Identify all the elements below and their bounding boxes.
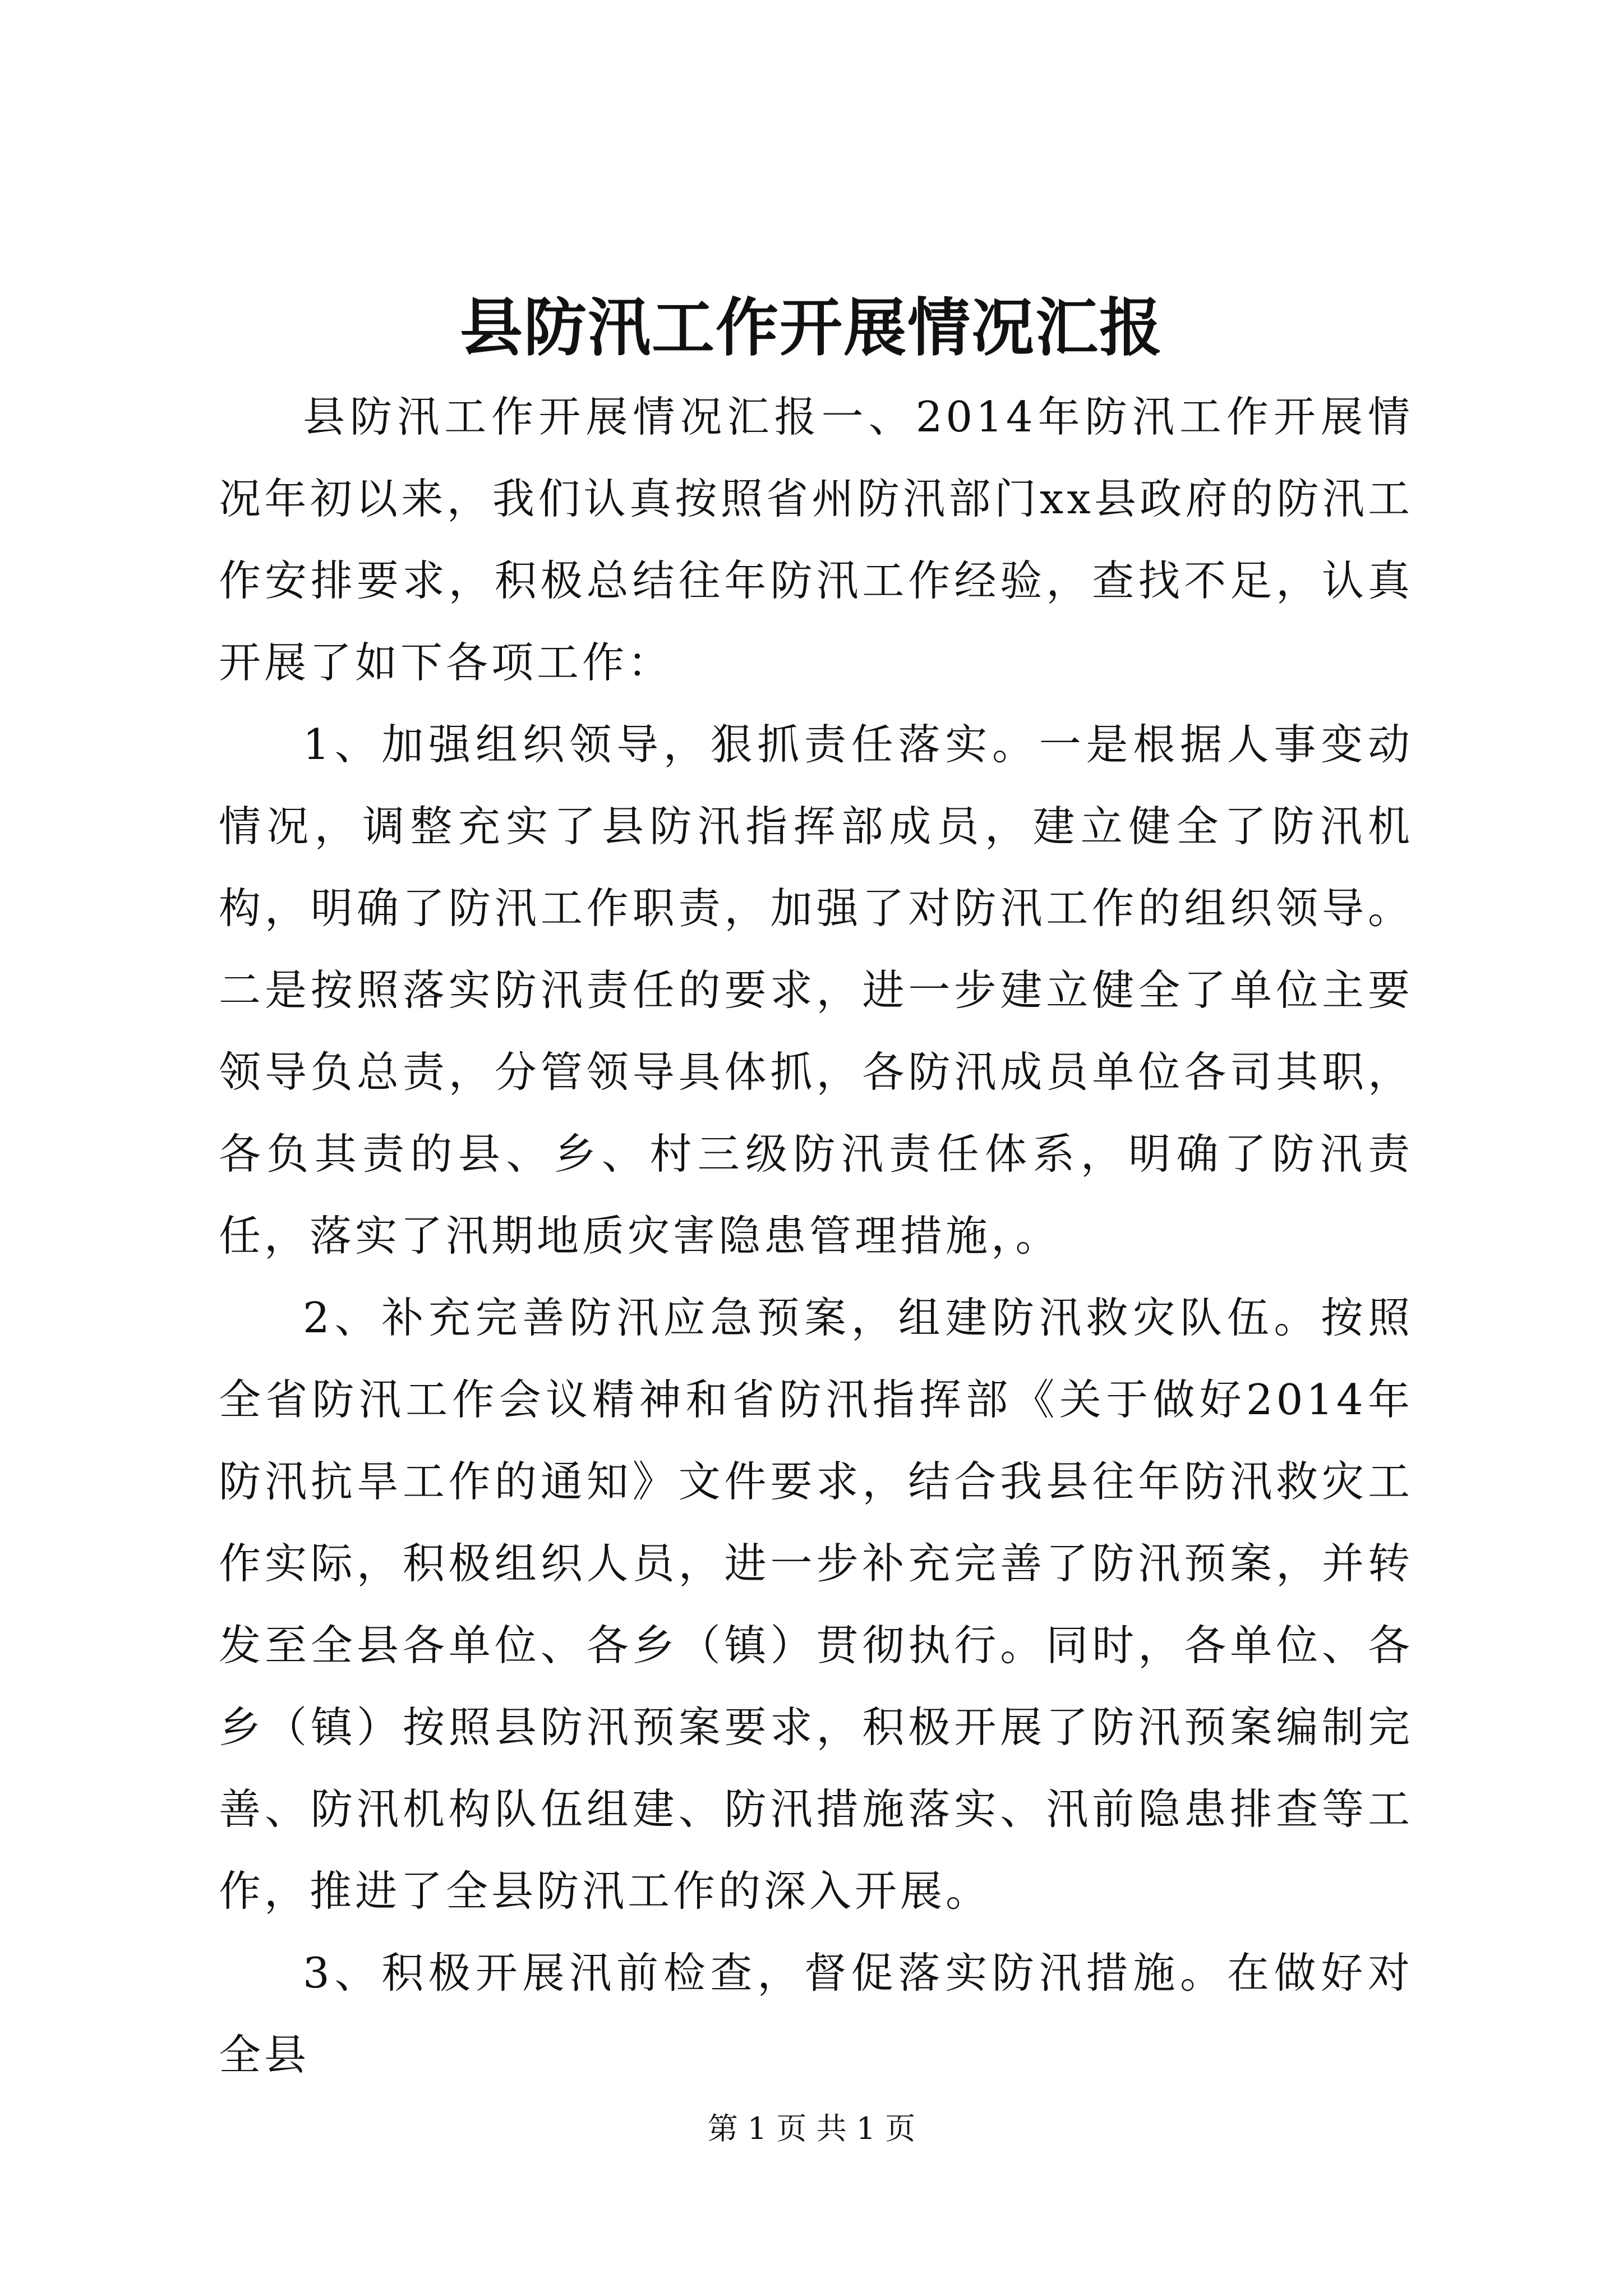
document-title: 县防汛工作开展情况汇报 <box>460 291 1163 365</box>
paragraph-item-2: 2、补充完善防汛应急预案，组建防汛救灾队伍。按照全省防汛工作会议精神和省防汛指挥部《关于做好2014年防汛抗旱工作的通知》文件要求，结合我县往年防汛救灾工作实际，积极组织人员，进一步补充完善了防汛预案，并转发至全县各单位、各乡（镇）贯彻执行。同时，各单位、各乡（镇）按照县防汛预案要求，积极开展了防汛预案编制完善、防汛机构队伍组建、防汛措施落实、汛前隐患排查等工作，推进了全县防汛工作的深入开展。 <box>219 1293 1413 1916</box>
page-footer: 第 1 页 共 1 页 <box>707 2111 916 2146</box>
paragraph-intro: 县防汛工作开展情况汇报一、2014年防汛工作开展情况年初以来，我们认真按照省州防汛部门xx县政府的防汛工作安排要求，积极总结往年防汛工作经验，查找不足，认真开展了如下各项工作： <box>219 392 1413 687</box>
document-body <box>219 376 1413 2096</box>
paragraph-item-3: 3、积极开展汛前检查，督促落实防汛措施。在做好对全县 <box>219 1948 1413 2079</box>
paragraph-item-1: 1、加强组织领导，狠抓责任落实。一是根据人事变动情况，调整充实了县防汛指挥部成员，建立健全了防汛机构，明确了防汛工作职责，加强了对防汛工作的组织领导。二是按照落实防汛责任的要求，进一步建立健全了单位主要领导负总责，分管领导具体抓，各防汛成员单位各司其职，各负其责的县、乡、村三级防汛责任体系，明确了防汛责任，落实了汛期地质灾害隐患管理措施，。 <box>219 720 1413 1260</box>
